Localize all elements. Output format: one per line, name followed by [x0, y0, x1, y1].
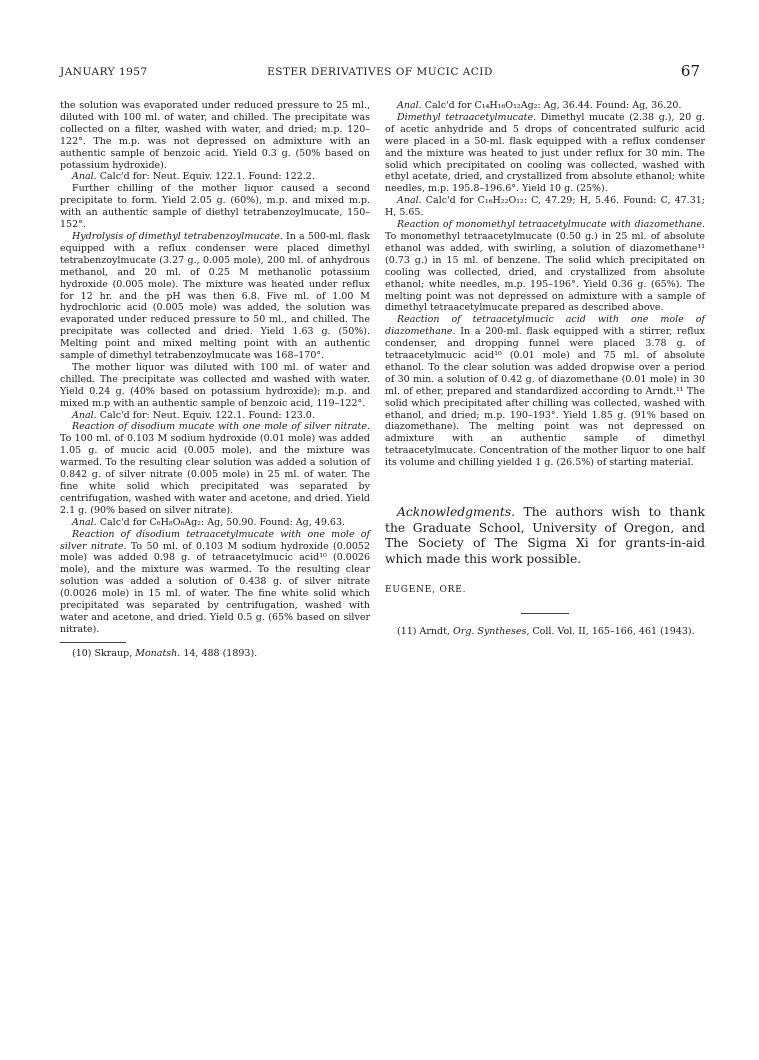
footnote-divider	[521, 613, 569, 614]
page-number: 67	[680, 62, 700, 80]
anal-label: Anal.	[72, 171, 97, 183]
anal-label: Anal.	[72, 409, 97, 421]
footnote-11	[385, 626, 705, 638]
procedure-text: To monomethyl tetraacetylmucate (0.50 g.) in 25 ml. of absolute ethanol was added, with swirling, a solution of diazomethane¹¹ (0.73 g.) in 15 ml. of benzene. The solid which precipitated on cooling was collected, dried, and crystallized from absolute ethanol; white needles, m.p. 195–196°. Yield 0.36 g. (65%). The melting point was not depressed on admixture with a sample of dimethyl tetraacetylmucate prepared as described above.	[385, 230, 705, 314]
procedure-text: In a 500-ml. flask equipped with a reflux condenser were placed dimethyl tetrabenzoylmucate (3.27 g., 0.005 mole), 200 ml. of anhydrous methanol, and 20 ml. of 0.25 M methanolic potassium hydroxide (0.005 mole). The mixture was heated under reflux for 12 hr. and the pH was then 6.8. Five ml. of 1.00 M hydrochloric acid (0.005 mole) was added, the solution was evaporated under reduced pressure to 50 ml., and chilled. The precipitate was collected and dried. Yield 1.63 g. (50%). Melting point and mixed melting point with an authentic sample of dimethyl tetrabenzoylmucate was 168–170°.	[60, 230, 371, 362]
footnote-citation: Coll. Vol. II, 165–166, 461 (1943).	[529, 626, 695, 637]
footnote-10	[60, 648, 370, 660]
paragraph: the solution was evaporated under reduced pressure to 25 ml., diluted with 100 ml. of water, and chilled. The precipitate was collected on a filter, washed with water, and dried; m.p. 120–122°. The m.p. was not depressed on admixture with an authentic sample of benzoic acid. Yield 0.3 g. (50% based on potassium hydroxide).	[60, 100, 370, 171]
affiliation-signature: EUGENE, ORE.	[385, 585, 467, 596]
paragraph: The mother liquor was diluted with 100 ml. of water and chilled. The precipitate was collected and washed with water. Yield 0.24 g. (40% based on potassium hydroxide); m.p. and mixed m.p with an authentic sample of benzoic acid, 119–122°.	[60, 361, 370, 409]
anal-label: Anal.	[397, 195, 422, 207]
header-date: JANUARY 1957	[60, 66, 148, 78]
procedure-title: Reaction of monomethyl tetraacetylmucate with diazomethane.	[397, 219, 705, 231]
analysis-paragraph	[385, 195, 705, 219]
procedure-paragraph	[385, 314, 705, 469]
analysis-text: Calc'd for C₁₄H₁₆O₁₂Ag₂: Ag, 36.44. Found: Ag, 36.20.	[421, 100, 682, 111]
analysis-text: Calc'd for C₆H₈O₈Ag₂: Ag, 50.90. Found: Ag, 49.63.	[96, 516, 346, 528]
paragraph: Further chilling of the mother liquor caused a second precipitate to form. Yield 2.05 g. (60%), m.p. and mixed m.p. with an authentic sample of diethyl tetrabenzoylmucate, 150–152°.	[60, 183, 370, 231]
procedure-title: Reaction of tetraacetylmucic acid with one mole of diazomethane.	[385, 314, 705, 338]
procedure-paragraph	[385, 112, 705, 195]
procedure-paragraph	[385, 219, 705, 314]
analysis-paragraph	[60, 517, 370, 529]
procedure-title: Reaction of disodium tetraacetylmucate with one mole of silver nitrate.	[60, 528, 370, 552]
analysis-text: Calc'd for C₁₆H₂₂O₁₂: C, 47.29; H, 5.46. Found: C, 47.31; H, 5.65.	[385, 195, 705, 219]
analysis-paragraph	[60, 171, 370, 183]
procedure-title: Reaction of disodium mucate with one mole of silver nitrate.	[72, 421, 370, 433]
footnote-journal: Org. Syntheses,	[452, 626, 530, 637]
procedure-text: To 50 ml. of 0.103 M sodium hydroxide (0.0052 mole) was added 0.98 g. of tetraacetylmucic acid¹⁰ (0.0026 mole), and the mixture was warmed. To the resulting clear solution was added a solution of 0.438 g. of silver nitrate (0.0026 mole) in 15 ml. of water. The fine white solid which precipitated was separated by centrifugation, washed with water and acetone, and dried. Yield 0.5 g. (65% based on silver nitrate).	[60, 540, 370, 635]
left-column	[60, 100, 370, 660]
footnote-author: (10) Skraup,	[72, 647, 136, 659]
anal-label: Anal.	[72, 516, 97, 528]
footnote-journal: Monatsh.	[135, 647, 181, 659]
analysis-paragraph	[385, 100, 705, 112]
acknowledgments	[385, 505, 705, 567]
footnote-author: (11) Arndt,	[397, 626, 453, 637]
procedure-paragraph	[60, 231, 370, 362]
procedure-title: Hydrolysis of dimethyl tetrabenzoylmucate.	[72, 230, 283, 242]
acknowledgments-text: The authors wish to thank the Graduate School, University of Oregon, and The Society of The Sigma Xi for grants-in-aid which made this work possible.	[385, 505, 705, 566]
procedure-paragraph	[60, 421, 370, 516]
header-title: ESTER DERIVATIVES OF MUCIC ACID	[267, 66, 493, 78]
procedure-text: In a 200-ml. flask equipped with a stirrer, reflux condenser, and dropping funnel were placed 3.78 g. of tetraacetylmucic acid¹⁰ (0.01 mole) and 75 ml. of absolute ethanol. To the clear solution was added dropwise over a period of 30 min. a solution of 0.42 g. of diazomethane (0.01 mole) in 30 ml. of ether, prepared and standardized according to Arndt.¹¹ The solid which precipitated after chilling was collected, washed with ethanol, and dried; m.p. 190–193°. Yield 1.85 g. (91% based on diazomethane). The melting point was not depressed on admixture with an authentic sample of dimethyl tetraacetylmucate. Concentration of the mother liquor to one half its volume and chilling yielded 1 g. (26.5%) of starting material.	[385, 326, 705, 469]
analysis-text: Calc'd for: Neut. Equiv. 122.1. Found: 123.0.	[96, 409, 315, 421]
footnote-citation: 14, 488 (1893).	[180, 647, 258, 659]
acknowledgments-title: Acknowledgments.	[397, 505, 516, 520]
analysis-text: Calc'd for: Neut. Equiv. 122.1. Found: 122.2.	[96, 171, 315, 183]
running-head	[60, 62, 700, 82]
anal-label: Anal.	[397, 100, 422, 111]
footnote-divider	[60, 642, 126, 643]
procedure-text: To 100 ml. of 0.103 M sodium hydroxide (0.01 mole) was added 1.05 g. of mucic acid (0.005 mole), and the mixture was warmed. To the resulting clear solution was added a solution of 0.842 g. of silver nitrate (0.005 mole) in 25 ml. of water. The fine white solid which precipitated was separated by centrifugation, washed with water and acetone, and dried. Yield 2.1 g. (90% based on silver nitrate).	[60, 433, 370, 516]
procedure-title: Dimethyl tetraacetylmucate.	[397, 111, 537, 123]
procedure-text: Dimethyl mucate (2.38 g.), 20 g. of acetic anhydride and 5 drops of concentrated sulfuric acid were placed in a 50-ml. flask equipped with a reflux condenser and the mixture was heated to just under reflux for 30 min. The solid which precipitated on cooling was collected, washed with ethyl acetate, dried, and crystallized from absolute ethanol; white needles, m.p. 195.8–196.6°. Yield 10 g. (25%).	[385, 111, 705, 195]
right-column	[385, 100, 705, 638]
procedure-paragraph	[60, 529, 370, 636]
analysis-paragraph	[60, 410, 370, 422]
